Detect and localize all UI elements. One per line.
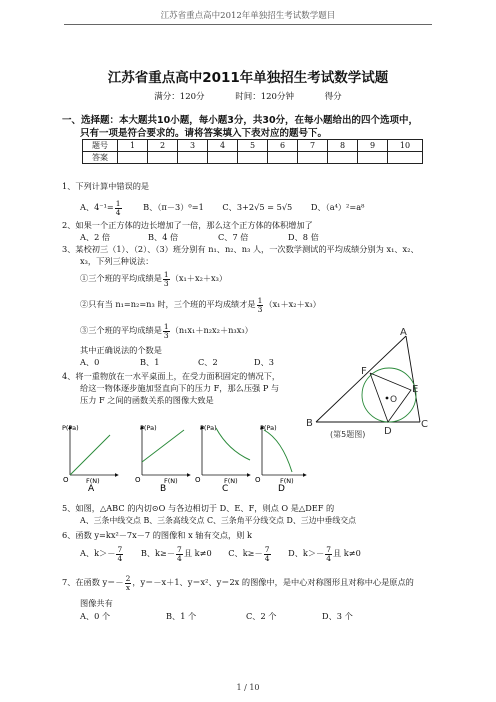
q6-options: A、k＞－ $\frac{7}{4}$ B、k≥－ $\frac{7}{4}$ 且 k≠0 C、k≥－ $\frac{7}{4}$ D、k＞－ $\frac{7}{4}$ 且 k≠0 (80, 544, 361, 563)
header-rule (64, 24, 432, 25)
graph-d-xlabel: F(N) (280, 477, 294, 485)
q1-stem: 1、下列计算中错误的是 (62, 181, 150, 191)
fig5-triangle (304, 326, 434, 442)
graph-c-label: C (222, 484, 229, 492)
graph-a-ylabel: P(Pa) (62, 424, 79, 432)
q3-options: A、0 B、1 C、2 D、3 (80, 357, 274, 367)
graph-a-xlabel: F(N) (86, 477, 100, 485)
table-row: 题号 1 2 3 4 5 6 7 8 9 10 (83, 140, 423, 152)
exam-meta (0, 90, 496, 102)
graph-c (195, 424, 250, 492)
graph-c-xlabel: F(N) (224, 477, 238, 485)
q3-stem-1: 3、某校初三（1）、（2）、（3）班分别有 n₁、n₂、n₃ 人，一次数学测试的平均成绩分别为 x₁、x₂、 (62, 244, 419, 254)
q7-line-2: 图像共有 (80, 598, 113, 608)
graph-a-origin: O (63, 476, 69, 484)
q3-statement-1: ①三个班的平均成绩是 $\frac{1}{3}$ （x₁＋x₂＋x₃） (80, 269, 228, 288)
q5-stem: 5、如图，△ABC 的内切⊙O 与各边相切于 D、E、F，则点 O 是△DEF 的 (62, 503, 335, 513)
graph-b-origin: O (135, 476, 141, 484)
q3-ask: 其中正确说法的个数是 (80, 345, 162, 355)
q7-stem: 7、在函数 y＝－ $\frac{2}{x}$ ，y＝－x＋1、y＝x²、y＝2x 的图像中，是中心对称图形且对称中心是原点的 (62, 573, 414, 592)
graph-b-xlabel: F(N) (164, 477, 178, 485)
q4-graphs (60, 420, 310, 492)
q3-stem-2: x₃，下列三种说法： (80, 256, 154, 266)
fig5-caption: (第5题图) (330, 430, 366, 439)
graph-c-ylabel: P(Pa) (200, 424, 217, 432)
graph-b-ylabel: P(Pa) (140, 424, 157, 432)
q4-line-2: 给这一物体逐步施加竖直向下的压力 F，那么压强 P 与 (80, 383, 280, 393)
section-heading-1: 一、选择题：本大题共10小题，每小题3分，共30分，在每小题给出的四个选项中， (62, 115, 419, 126)
time-limit: 时间：120分钟 (235, 92, 294, 102)
fig5-label-o: O (390, 395, 398, 405)
q7-options: A、0 个 B、1 个 C、2 个 D、3 个 (80, 611, 353, 621)
fig5-label-a: A (400, 327, 407, 338)
graph-d-ylabel: P(Pa) (260, 424, 277, 432)
q2-options: A、2 倍 B、4 倍 C、7 倍 D、8 倍 (80, 232, 319, 242)
graph-a (62, 424, 118, 492)
q5-options: A、三条中线交点 B、三条高线交点 C、三条角平分线交点 D、三边中垂线交点 (80, 516, 356, 525)
section-heading-2: 只有一项是符合要求的。请将答案填入下表对应的题号下。 (80, 128, 328, 139)
q4-line-3: 压力 F 之间的函数关系的图像大致是 (80, 395, 214, 405)
fig5-label-c: C (421, 419, 428, 430)
fig5-label-e: E (412, 384, 419, 395)
graph-d (255, 424, 306, 492)
table-row: 答案 (83, 152, 423, 164)
fig5-label-d: D (384, 426, 392, 437)
q2-stem: 2、如果一个正方体的边长增加了一倍，那么这个正方体的体积增加了 (62, 220, 313, 230)
graph-b (135, 424, 190, 492)
fig5-label-b: B (306, 418, 313, 429)
q3-statement-3: ③三个班的平均成绩是 $\frac{1}{3}$ （n₁x₁＋n₂x₂＋n₃x₃） (80, 321, 253, 340)
graph-d-label: D (278, 484, 285, 492)
score-field: 得分 (324, 92, 342, 102)
graph-d-origin: O (255, 476, 261, 484)
page-header: 江苏省重点高中2012年单独招生考试数学题目 (160, 11, 336, 21)
q6-stem: 6、函数 y=kx²－7x－7 的图像和 x 轴有交点，则 k (62, 530, 252, 540)
graph-c-origin: O (195, 476, 201, 484)
graph-a-label: A (88, 484, 95, 492)
fig5-label-f: F (361, 366, 367, 377)
exam-title: 江苏省重点高中2011年单独招生考试数学试题 (107, 70, 389, 86)
full-score: 满分：120分 (154, 92, 205, 102)
q3-statement-2: ②只有当 n₁=n₂=n₃ 时，三个班的平均成绩才是 $\frac{1}{3}$ （x₁＋x₂＋x₃） (80, 295, 321, 314)
graph-b-label: B (160, 484, 167, 492)
page-footer: 1 / 10 (236, 683, 260, 692)
q4-line-1: 4、将一重物放在一水平桌面上，在受力面积固定的情况下， (62, 371, 281, 381)
answer-table (82, 139, 423, 164)
q1-options: A、4⁻¹= $\frac{1}{4}$ B、（π－3）⁰=1 C、3+2√5 = 5√5 D、（a⁴）²=a⁸ (80, 198, 365, 217)
